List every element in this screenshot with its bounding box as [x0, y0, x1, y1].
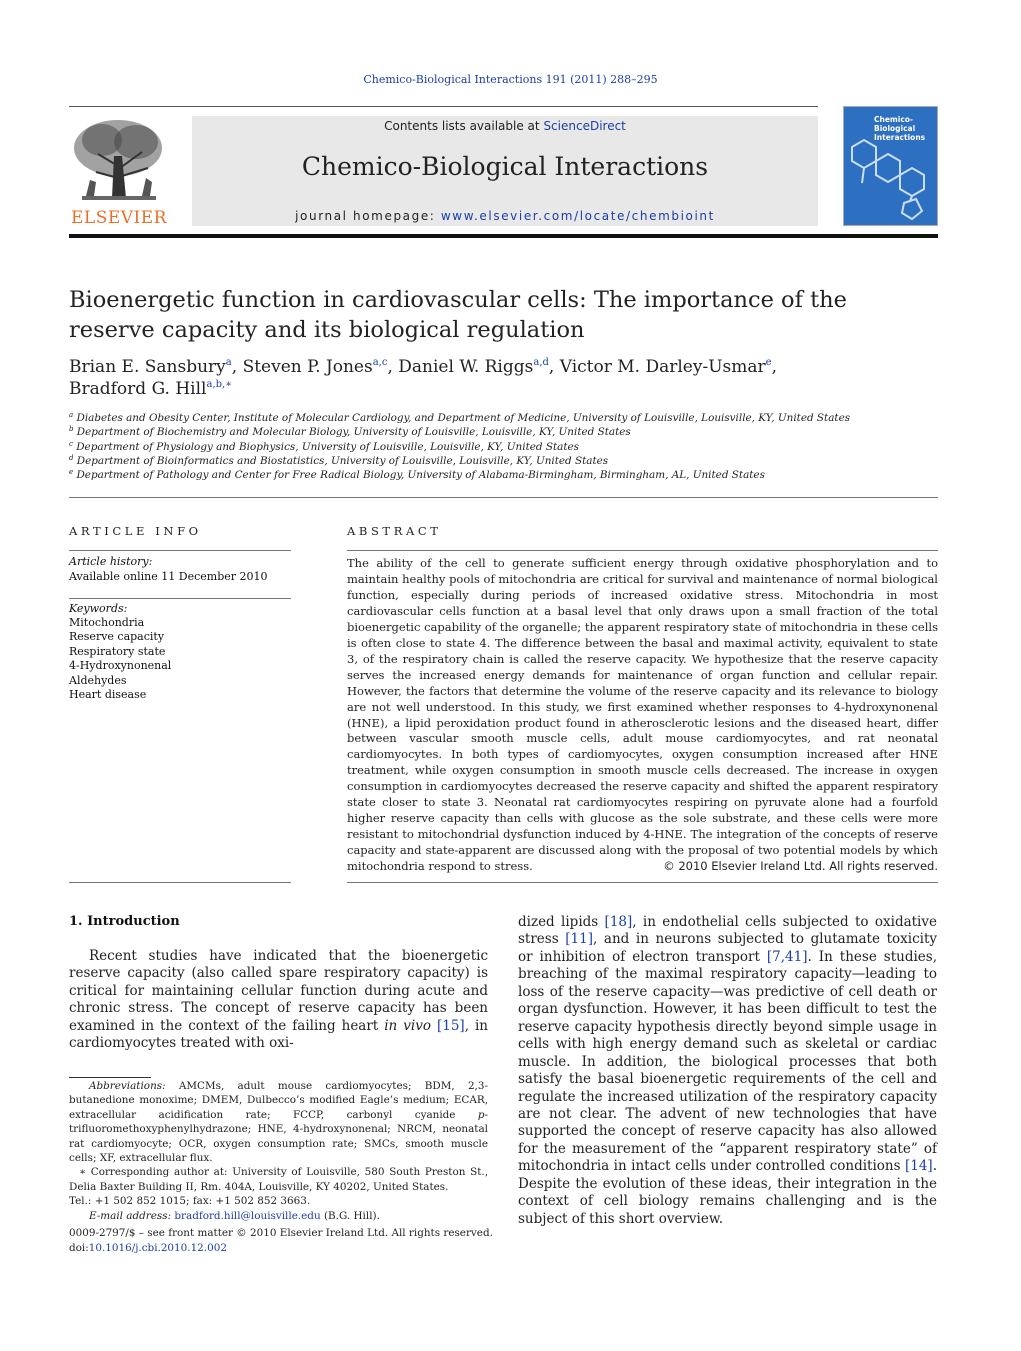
keyword: Respiratory state	[69, 644, 166, 658]
journal-citation[interactable]: Chemico-Biological Interactions 191 (2011) 288–295	[363, 73, 658, 86]
affiliation-text: Diabetes and Obesity Center, Institute of Molecular Cardiology, and Department of Medicine, University of Louisville, Louisville, KY, United States	[73, 412, 851, 424]
contents-line	[192, 119, 818, 133]
elsevier-logo	[68, 116, 170, 228]
italic-text: in vivo	[384, 1017, 431, 1034]
keyword: Mitochondria	[69, 616, 145, 629]
citation-link[interactable]: [7,41]	[766, 948, 808, 965]
affiliation-text: Department of Biochemistry and Molecular Biology, University of Louisville, Louisville, KY, United States	[73, 426, 631, 439]
article-info-heading: ARTICLE INFO	[69, 524, 202, 538]
author-affiliation-marker[interactable]: e	[765, 357, 772, 368]
author-list	[69, 356, 929, 400]
affiliation	[69, 440, 929, 454]
author-separator: ,	[387, 357, 399, 377]
author-affiliation-marker[interactable]: a,c	[372, 357, 388, 368]
sciencedirect-link[interactable]: ScienceDirect	[543, 119, 626, 133]
author-affiliation-marker[interactable]: a	[225, 357, 232, 368]
body-text: , in cardiomyocytes treated with oxi-	[69, 1017, 488, 1052]
abbreviations-text	[69, 1080, 488, 1164]
affiliation	[69, 411, 929, 425]
header-thick-rule	[69, 234, 938, 238]
footnotes	[69, 1079, 488, 1223]
body-text: AMCMs, adult mouse cardiomyocytes; BDM, 2,3-butanedione monoxime; DMEM, Dulbecco’s modified Eagle’s medium; ECAR, extracellular acidification rate; FCCP, carbonyl cyanide	[69, 1080, 488, 1121]
article-info-rule	[69, 550, 291, 551]
author-affiliation-marker[interactable]: a,d	[533, 357, 549, 368]
affiliation-text: Department of Pathology and Center for Free Radical Biology, University of Alabama-Birmingham, Birmingham, AL, United States	[73, 469, 765, 482]
author-separator: ,	[231, 357, 243, 377]
body-text: dized lipids	[518, 914, 605, 930]
affiliation-text: Department of Physiology and Biophysics, University of Louisville, Louisville, KY, United States	[72, 440, 579, 453]
history-value: Available online 11 December 2010	[69, 570, 268, 583]
abstract-heading: ABSTRACT	[347, 524, 442, 538]
affiliation	[69, 468, 929, 482]
homepage-prefix: journal homepage:	[295, 209, 441, 223]
email-line	[69, 1209, 488, 1223]
history-label: Article history:	[69, 555, 153, 568]
keyword: Reserve capacity	[69, 630, 165, 644]
phone-fax: Tel.: +1 502 852 1015; fax: +1 502 852 3663.	[69, 1195, 311, 1208]
body-text: , in endothelial cells subjected to oxidative stress	[518, 914, 937, 948]
abstract-copyright: © 2010 Elsevier Ireland Ltd. All rights reserved.	[663, 859, 938, 873]
doi-prefix: doi:	[69, 1242, 89, 1254]
affiliation-marker: b	[69, 425, 74, 434]
affiliation-marker: a	[69, 411, 74, 419]
body-text: . In these studies, breaching of the maximal respiratory capacity—leading to loss of the reserve capacity—was predictive of cell death or organ dysfunction. However, it has been difficult to test the reserve capacity hypothesis directly beyond simple usage in cells with high energy demand such as skeletal or cardiac muscle. In addition, the biological processes that both satisfy the basal bioenergetic requirements of the cell and regulate the increased utilization of the respiratory capacity are not clear. The advent of new technologies that have supported the concept of reserve capacity has also allowed for the measurement of the “apparent respiratory state” of mitochondria in intact cells under controlled conditions	[518, 948, 937, 1175]
affiliation-text: Department of Bioinformatics and Biostatistics, University of Louisville, Louisville, KY, United States	[73, 454, 609, 467]
abstract-text: The ability of the cell to generate sufficient energy through oxidative phosphorylation and to maintain healthy pools of mitochondria are critical for survival and maintenance of normal biological function, especially during periods of increased oxidative stress. Mitochondria in most cardiovascular cells function at a basal level that only draws upon a small fraction of the total bioenergetic capability of the organelle; the apparent respiratory state of mitochondria in these cells is often close to state 4. The difference between the basal and maximal activity, equivalent to state 3, of the respiratory chain is called the reserve capacity. We hypothesize that the reserve capacity serves the increased energy demands for maintenance of organ function and cellular repair. However, the factors that determine the volume of the reserve capacity and its relevance to biology are not well understood. In this study, we first examined whether responses to 4-hydroxynonenal (HNE), a lipid peroxidation product found in atherosclerotic lesions and the diseased heart, differ between vascular smooth muscle cells, adult mouse cardiomyocytes, and rat neonatal cardiomyocytes. In both types of cardiomyocytes, oxygen consumption increased after HNE treatment, while oxygen consumption in smooth muscle cells decreased. The increase in oxygen consumption in cardiomyocytes decreased the reserve capacity and shifted the apparent respiratory state closer to state 3. Neonatal rat cardiomyocytes respiring on pyruvate alone had a fourfold higher reserve capacity than cells with glucose as the sole substrate, and these cells were more resistant to mitochondrial dysfunction induced by 4-HNE. The integration of the concepts of reserve capacity and state-apparent are discussed along with the proposal of two potential models by which mitochondria respond to stress.	[347, 556, 938, 874]
keyword: 4-Hydroxynonenal	[69, 659, 172, 673]
body-text: . Despite the evolution of these ideas, their integration in the context of cell biology remains challenging and is the subject of this short overview.	[518, 1158, 937, 1227]
citation-link[interactable]: [11]	[565, 931, 593, 948]
article-info-bottom-rule	[69, 882, 291, 883]
contents-prefix: Contents lists available at	[384, 119, 544, 133]
keyword: Heart disease	[69, 688, 147, 702]
author-name[interactable]: Brian E. Sansbury	[69, 357, 226, 377]
header-rule	[69, 106, 818, 107]
email-link[interactable]: bradford.hill@louisville.edu	[174, 1209, 321, 1222]
author-affiliation-marker[interactable]: a,b,∗	[206, 379, 233, 390]
introduction-right-column	[518, 914, 937, 1228]
article-title: Bioenergetic function in cardiovascular cells: The importance of the reserve capacity and its biological regulation	[69, 287, 847, 343]
citation-link[interactable]: [15]	[436, 1017, 465, 1034]
keyword-list	[69, 616, 171, 702]
email-suffix: (B.G. Hill).	[320, 1209, 380, 1222]
journal-title: Chemico-Biological Interactions	[301, 152, 709, 181]
author-name[interactable]: Bradford G. Hill	[69, 379, 207, 399]
affiliation-marker: e	[69, 468, 74, 477]
introduction-heading: 1. Introduction	[69, 914, 180, 929]
cover-title: Chemico-Biological Interactions	[874, 115, 926, 142]
author-name[interactable]: Victor M. Darley-Usmar	[559, 357, 766, 377]
keywords-label: Keywords:	[69, 602, 128, 615]
email-label: E-mail address:	[89, 1209, 172, 1222]
affiliation	[69, 425, 929, 439]
keywords-rule	[69, 598, 291, 599]
citation-link[interactable]: [18]	[604, 914, 633, 930]
affiliation-marker: c	[69, 439, 73, 448]
affiliation	[69, 454, 929, 468]
author-name[interactable]: Steven P. Jones	[242, 357, 373, 377]
affiliation-list	[69, 411, 929, 482]
abbreviations-footnote	[69, 1079, 488, 1165]
abstract-bottom-rule	[347, 882, 938, 883]
title-rule	[69, 497, 938, 498]
doi-line	[69, 1241, 499, 1256]
author-separator: ,	[548, 357, 560, 377]
citation-link[interactable]: [14]	[904, 1158, 933, 1175]
abstract-rule	[347, 550, 938, 551]
homepage-link[interactable]: www.elsevier.com/locate/chembioint	[440, 209, 715, 223]
author-separator: ,	[771, 357, 777, 377]
journal-cover[interactable]	[843, 106, 938, 226]
body-text: Recent studies have indicated that the bioenergetic reserve capacity (also called spare respiratory capacity) is critical for maintaining cellular function during acute and chronic stress. The concept of reserve capacity has been examined in the context of the failing heart	[69, 948, 488, 1034]
abbreviations-label: Abbreviations:	[89, 1080, 166, 1092]
body-text: , and in neurons subjected to glutamate toxicity or inhibition of electron transport	[518, 931, 937, 965]
elsevier-wordmark: ELSEVIER	[71, 208, 167, 228]
footnote-rule	[69, 1077, 151, 1078]
doi-link[interactable]: 10.1016/j.cbi.2010.12.002	[88, 1242, 227, 1254]
corresponding-author-note: ∗ Corresponding author at: University of Louisville, 580 South Preston St., Delia Baxter Building II, Rm. 404A, Louisville, KY 40202, United States.	[69, 1166, 488, 1193]
front-matter	[69, 1226, 499, 1256]
body-text: -trifluoromethoxyphenylhydrazone; HNE, 4-hydroxynonenal; NRCM, neonatal rat cardiomyocyte; OCR, oxygen consumption rate; SMCs, smooth muscle cells; XF, extracellular flux.	[69, 1108, 488, 1165]
issn-line: 0009-2797/$ – see front matter © 2010 Elsevier Ireland Ltd. All rights reserved.	[69, 1227, 493, 1239]
homepage-line	[192, 209, 818, 223]
author-name[interactable]: Daniel W. Riggs	[398, 357, 534, 377]
italic-text: p	[477, 1108, 485, 1121]
keyword: Aldehydes	[69, 673, 127, 687]
affiliation-marker: d	[69, 453, 74, 462]
introduction-left-column	[69, 948, 488, 1053]
